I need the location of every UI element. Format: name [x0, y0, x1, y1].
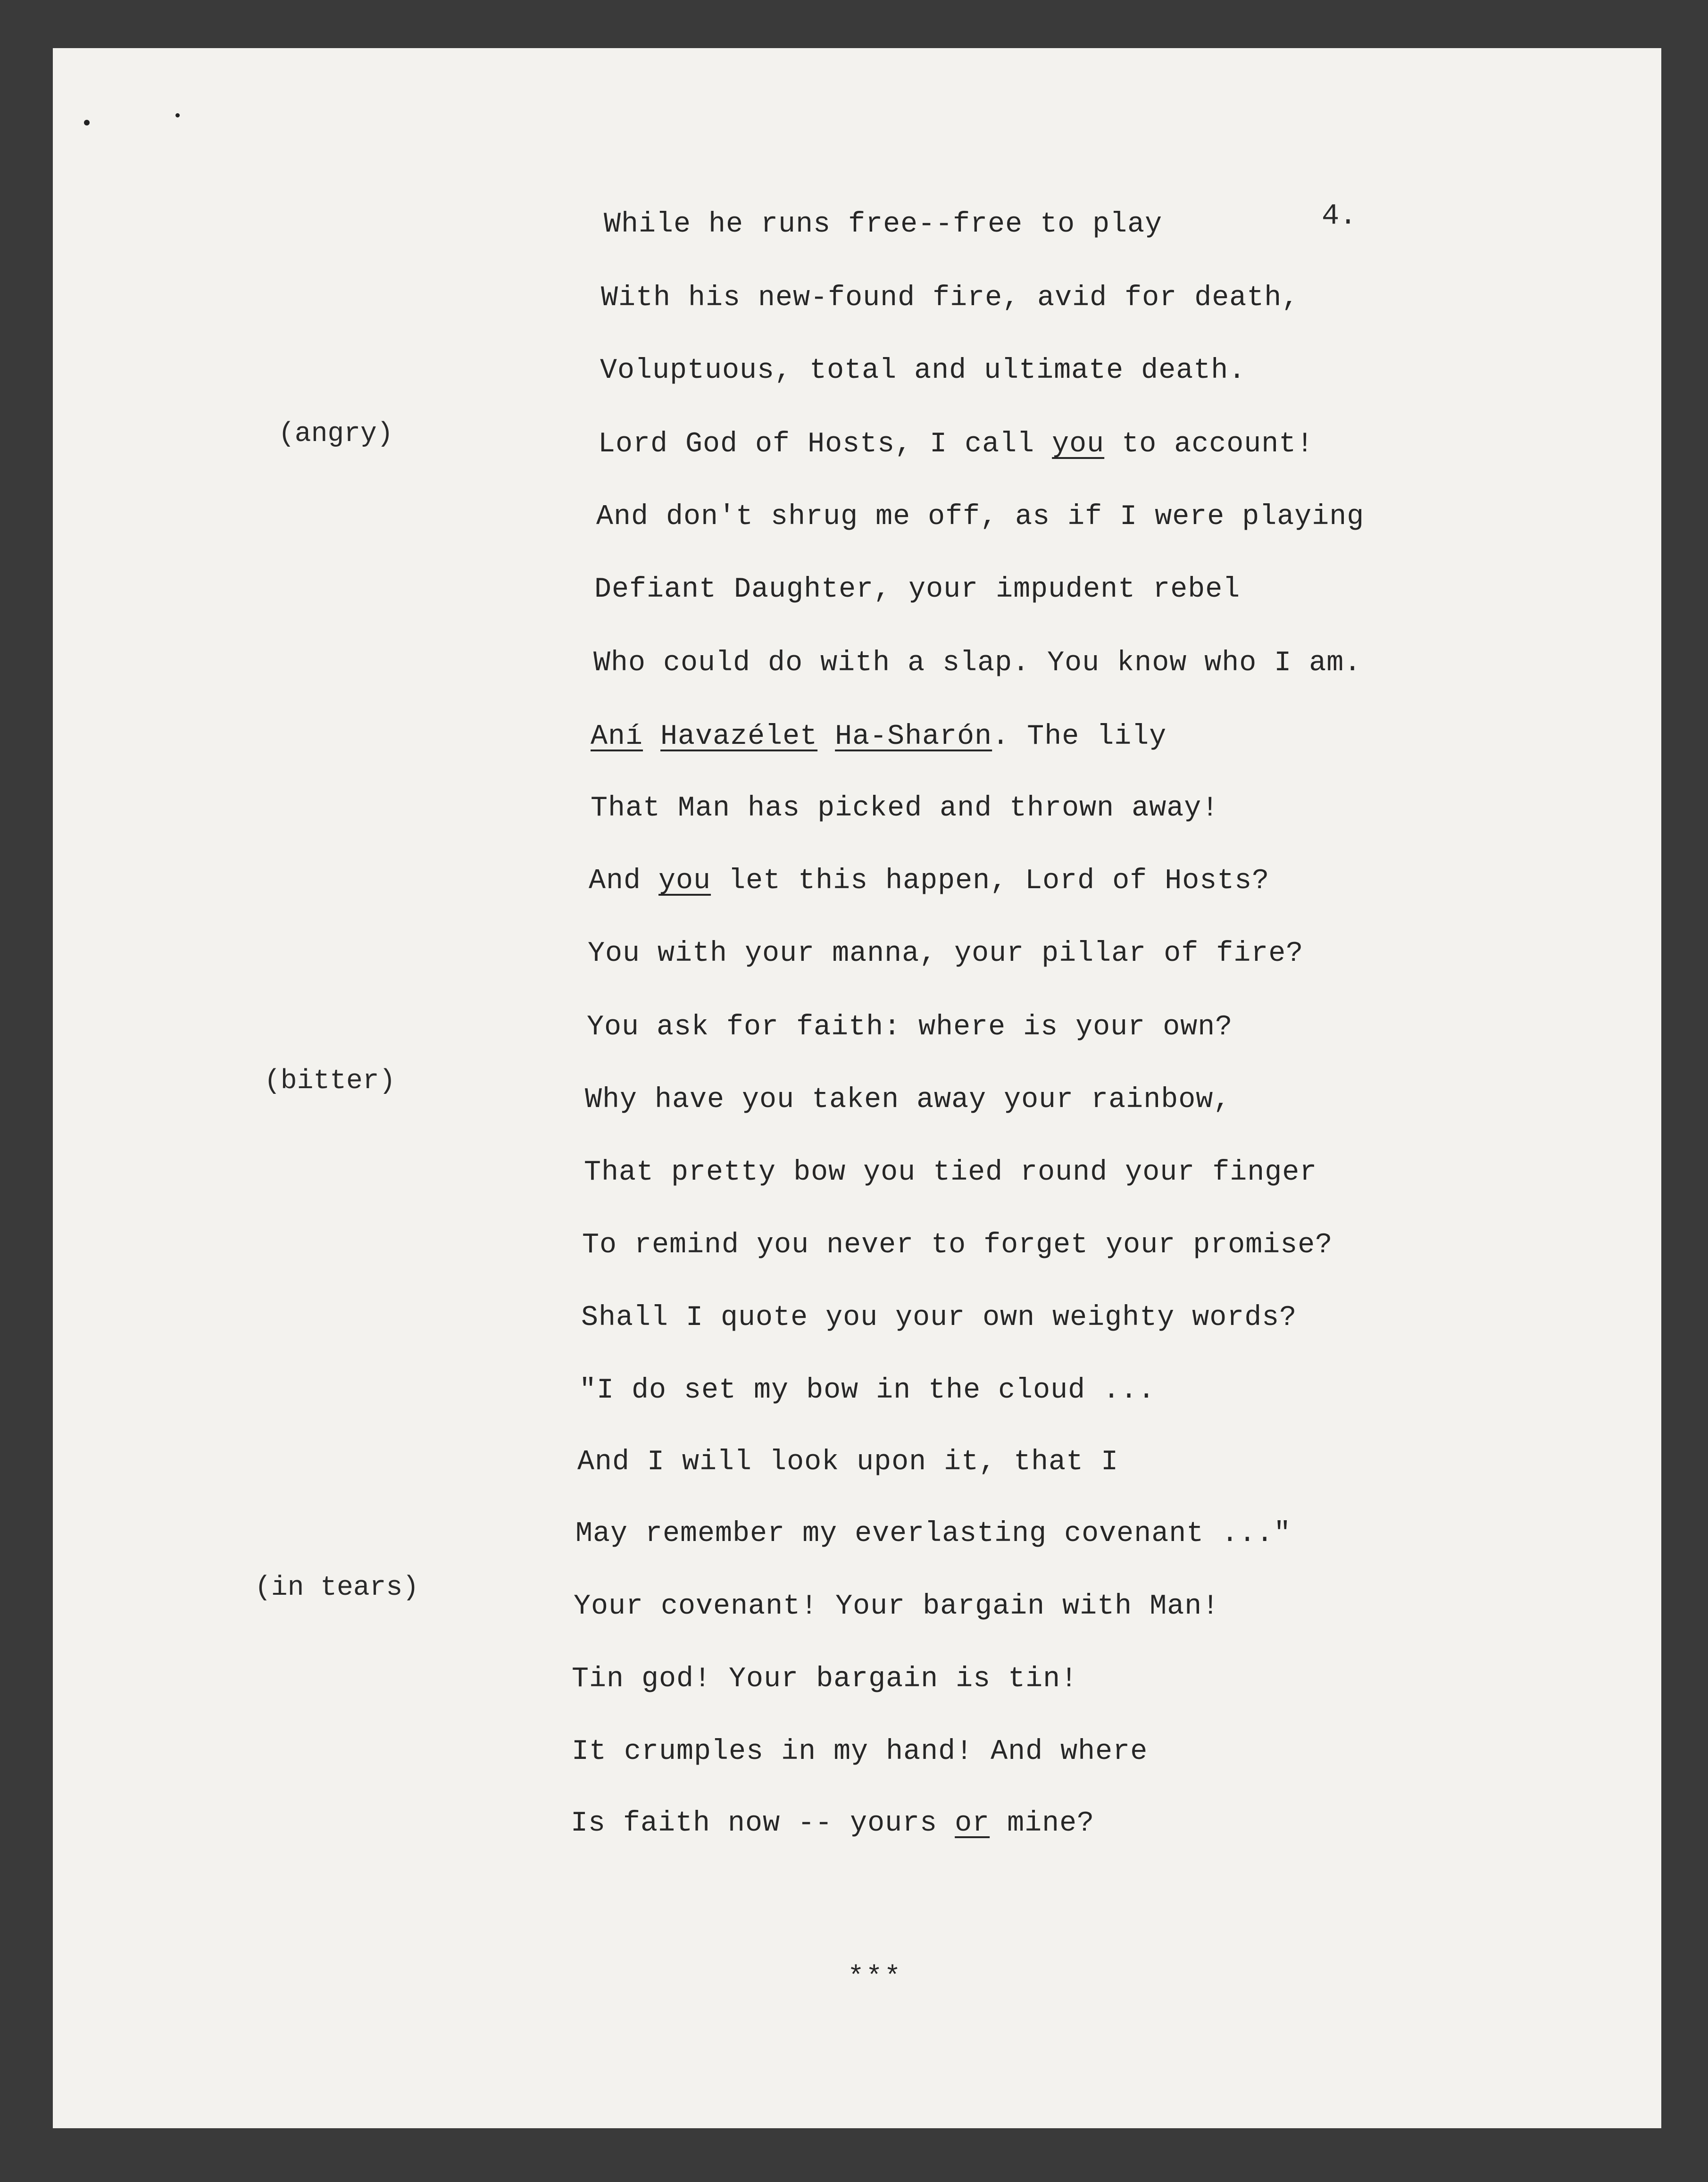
verse-line: Shall I quote you your own weighty words? — [581, 1302, 1297, 1334]
verse-line — [571, 1807, 1094, 1840]
verse-line: You ask for faith: where is your own? — [587, 1011, 1233, 1043]
speck — [175, 113, 180, 117]
line-text: mine? — [990, 1807, 1095, 1840]
underlined-word: Ha-Sharón — [835, 721, 992, 753]
line-text — [643, 721, 660, 753]
line-text: Is faith now -- yours — [571, 1807, 955, 1840]
verse-line: And don't shrug me off, as if I were playing — [596, 501, 1365, 533]
line-text — [817, 721, 835, 753]
line-text: let this happen, Lord of Hosts? — [711, 865, 1270, 897]
verse-line: With his new-found fire, avid for death, — [601, 282, 1300, 314]
underlined-word: or — [955, 1807, 990, 1840]
verse-line: That Man has picked and thrown away! — [591, 792, 1219, 824]
verse-line: While he runs free--free to play — [604, 208, 1163, 241]
line-text: And — [589, 865, 659, 897]
verse-line: Defiant Daughter, your impudent rebel — [594, 574, 1241, 606]
speck — [84, 120, 90, 125]
line-text: to account! — [1104, 428, 1314, 460]
verse-line: And I will look upon it, that I — [577, 1446, 1119, 1478]
verse-line: Why have you taken away your rainbow, — [585, 1084, 1231, 1116]
verse-line: You with your manna, your pillar of fire? — [588, 938, 1304, 970]
underlined-word: you — [658, 865, 711, 897]
verse-line: Tin god! Your bargain is tin! — [572, 1663, 1078, 1695]
verse-line — [589, 865, 1269, 897]
verse-line: It crumples in my hand! And where — [572, 1736, 1148, 1768]
typewritten-page — [53, 48, 1661, 2128]
verse-line — [591, 721, 1166, 753]
verse-line: Your covenant! Your bargain with Man! — [574, 1591, 1220, 1623]
verse-line: That pretty bow you tied round your finger — [584, 1157, 1317, 1189]
stage-direction-angry: (angry) — [278, 419, 393, 450]
verse-line: Voluptuous, total and ultimate death. — [600, 355, 1246, 387]
stage-direction-bitter: (bitter) — [264, 1066, 396, 1097]
verse-line — [598, 428, 1314, 460]
section-separator: *** — [848, 1962, 903, 1993]
verse-line: To remind you never to forget your promise? — [582, 1229, 1333, 1261]
line-text: Lord God of Hosts, I call — [598, 428, 1052, 460]
verse-line: "I do set my bow in the cloud ... — [579, 1374, 1156, 1407]
stage-direction-in-tears: (in tears) — [255, 1573, 419, 1603]
line-text: . The lily — [992, 721, 1167, 753]
page-number: 4. — [1322, 199, 1357, 233]
underlined-word: Havazélet — [660, 721, 818, 753]
underlined-word: you — [1052, 428, 1105, 460]
underlined-word: Aní — [591, 721, 643, 753]
verse-line: Who could do with a slap. You know who I am. — [593, 647, 1362, 679]
verse-line: May remember my everlasting covenant ..." — [575, 1518, 1291, 1550]
